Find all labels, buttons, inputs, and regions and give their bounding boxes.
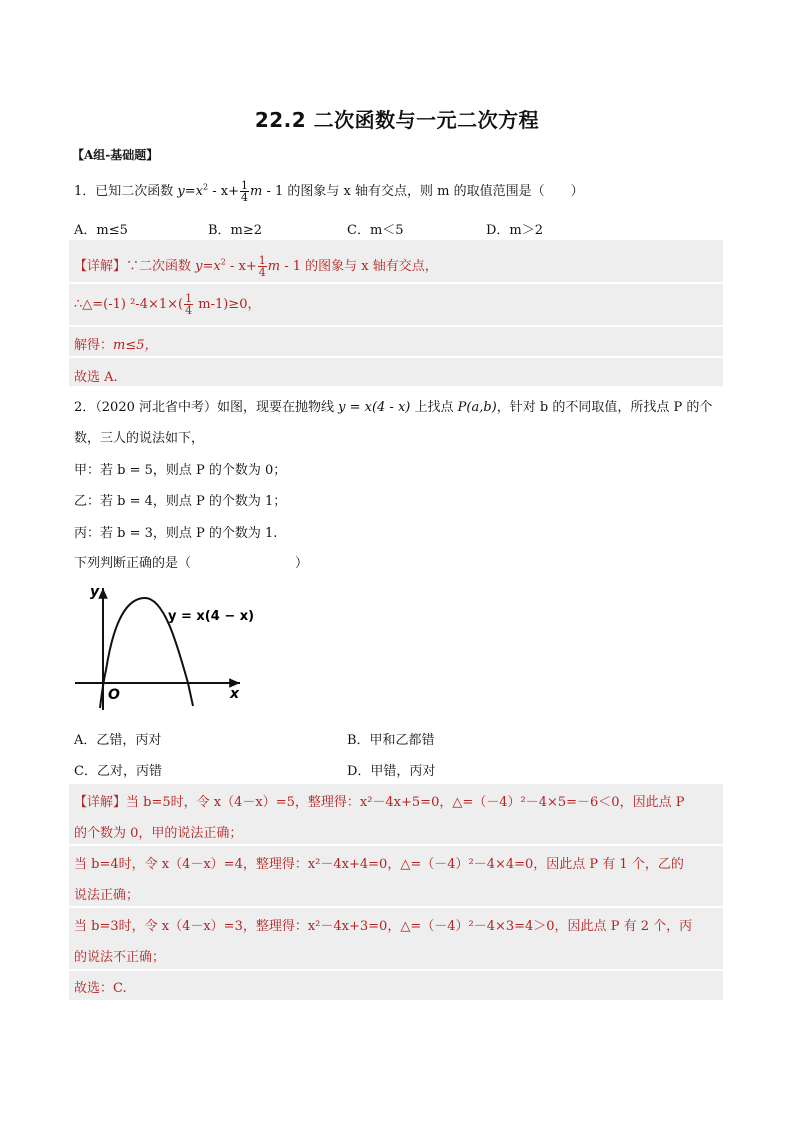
q1-func-eq: = [184, 184, 196, 199]
q2-option-b: B．甲和乙都错 [347, 733, 435, 748]
q2-solution-line6: 的说法不正确； [74, 950, 166, 965]
q2-solution-line3: 当 b=4时，令 x（4－x）=4，整理得：x²－4x+4=0，△=（－4）²－4×4=0，因此点 P 有 1 个，乙的 [74, 857, 684, 872]
q1-solution-divider [69, 325, 723, 327]
q2-claim-yi: 乙：若 b = 4，则点 P 的个数为 1； [74, 494, 287, 509]
q1-solution-fraction [258, 255, 267, 278]
q1-solution-func-eq: = [202, 259, 214, 274]
q1-solution-line3-label: 解得： [74, 338, 114, 353]
q2-solution-line5: 当 b=3时，令 x（4－x）=3，整理得：x²－4x+3=0，△=（－4）²－4×3=4＞0，因此点 P 有 2 个，丙 [74, 919, 693, 934]
q2-ask-pre: 下列判断正确的是（ [74, 556, 192, 571]
q2-stem-post: ，针对 b 的不同取值，所找点 P 的个 [496, 400, 713, 415]
q2-stem-line1 [74, 396, 712, 415]
q2-stem-line2: 数，三人的说法如下， [74, 431, 205, 446]
q2-solution-divider [69, 969, 723, 971]
q1-solution-tag: 【详解】 [74, 259, 127, 274]
graph-y-label: y [90, 584, 100, 600]
q1-solution-func-x: x [213, 259, 221, 274]
q1-func-x: x [195, 184, 204, 199]
q1-fraction [240, 180, 249, 203]
q2-parabola-eq: y = x(4 - x) [338, 400, 411, 415]
q1-func-tail: - 1 [262, 184, 284, 199]
q1-solution-sup: 2 [220, 257, 226, 267]
q1-solution-line3-value: m≤5， [113, 338, 158, 353]
q2-solution-line1 [74, 791, 684, 810]
graph-curve-label: y = x(4 − x) [168, 609, 255, 624]
q2-ask-post: ） [295, 556, 309, 571]
q1-solution-line2 [74, 293, 260, 316]
q2-solution-tag: 【详解】 [74, 795, 127, 810]
q1-option-a: A．m≤5 [74, 223, 128, 238]
q1-solution-line4: 故选 A. [74, 370, 118, 385]
q1-stem-pre: 1．已知二次函数 [74, 184, 178, 199]
q2-claim-bing: 丙：若 b = 3，则点 P 的个数为 1. [74, 526, 278, 541]
q1-solution-line2-post: m-1)≥0， [194, 297, 261, 312]
q1-solution-func-minus-x: - x+ [225, 259, 257, 274]
q1-option-d: D．m＞2 [486, 223, 544, 238]
q2-solution-line7: 故选：C. [74, 981, 127, 996]
q1-func-y: y [177, 184, 185, 199]
q2-solution-divider [69, 906, 723, 908]
q1-solution-frac-den: 4 [258, 266, 266, 279]
q1-solution-frac-num: 1 [258, 254, 266, 267]
q1-stem [74, 180, 584, 203]
q1-solution-divider [69, 356, 723, 358]
q2-solution-text: 当 b=5时，令 x（4－x）=5，整理得：x²－4x+5=0，△=（－4）²－4×5=－6＜0，因此点 P [126, 795, 685, 810]
q1-solution-line1 [74, 255, 438, 278]
q1-solution-func-y: y [195, 259, 203, 274]
q1-func-m: m [250, 184, 263, 199]
q2-solution-bg [69, 784, 723, 1000]
q1-sup: 2 [203, 182, 209, 192]
q1-frac-den: 4 [241, 191, 248, 204]
q1-frac-num: 1 [241, 179, 248, 192]
q2-ask [74, 552, 308, 571]
q2-option-d: D．甲错，丙对 [347, 764, 436, 779]
q2-solution-line2: 的个数为 0，甲的说法正确； [74, 826, 243, 841]
q1-solution-pre: ∵二次函数 [126, 259, 196, 274]
page-title: 22.2 二次函数与一元二次方程 [254, 108, 540, 132]
q1-option-b: B．m≥2 [208, 223, 263, 238]
q1-option-c: C．m＜5 [347, 223, 404, 238]
q2-claim-jia: 甲：若 b = 5，则点 P 的个数为 0； [74, 463, 287, 478]
q1-solution-line2-frac-den: 4 [185, 304, 193, 317]
q2-stem-pre: 2．（2020 河北省中考）如图，现要在抛物线 [74, 400, 339, 415]
q1-solution-post: 的图象与 x 轴有交点， [301, 259, 438, 274]
graph-origin-label: O [108, 687, 120, 703]
q2-solution-divider [69, 844, 723, 846]
group-label: 【A组-基础题】 [72, 148, 159, 162]
q1-solution-line2-pre: ∴△=(-1) ²-4×1×( [74, 297, 184, 312]
q1-solution-line3 [74, 334, 158, 353]
q2-point: P(a,b) [457, 400, 497, 415]
graph-x-label: x [230, 686, 240, 702]
q2-option-a: A．乙错，丙对 [74, 733, 162, 748]
q1-solution-func-m: m [267, 259, 281, 274]
q2-stem-mid: 上找点 [410, 400, 458, 415]
q1-func-minus-x: - x+ [208, 184, 239, 199]
q1-stem-post: 的图象与 x 轴有交点，则 m 的取值范围是（ ） [283, 184, 584, 199]
q1-solution-line2-fraction [184, 293, 193, 316]
q1-solution-divider [69, 282, 723, 284]
q1-solution-line2-frac-num: 1 [185, 292, 193, 305]
q2-option-c: C．乙对，丙错 [74, 764, 162, 779]
parabola-graph [70, 578, 260, 713]
q1-solution-func-tail: - 1 [280, 259, 302, 274]
q2-solution-line4: 说法正确； [74, 888, 140, 903]
